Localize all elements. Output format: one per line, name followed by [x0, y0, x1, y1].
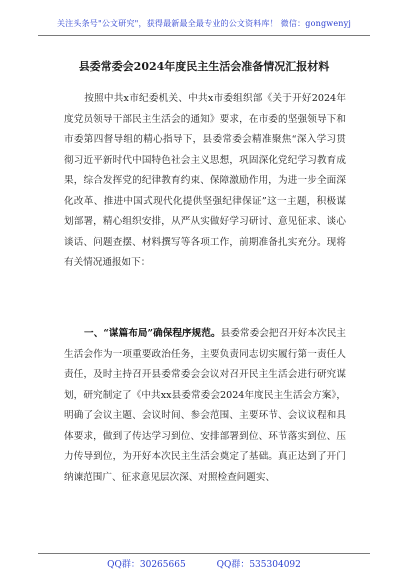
document-title: 县委常委会2024年度民主生活会准备情况汇报材料	[78, 60, 330, 73]
intro-paragraph-text: 按照中共x市纪委机关、中共x市委组织部《关于开好2024年度党员领导干部民主生活会的通知》要求，在市委的坚强领导下和市委第四督导组的精心指导下，县委常委会精准聚焦“深入学习贯彻习近平新时代中国特色社会主义思想，巩固深化党纪学习教育成果，综合发挥党的纪律教育约束、保障激励作用，为进一步全面深化改革、推进中国式现代化提供坚强纪律保证”这一主题，积极谋划部署，精心组织安排，从严从实做好学习研讨、意见征求、谈心谈话、问题查摆、材料撰写等各项工作，前期准备扎实充分。现将有关情况通报如下：	[64, 93, 346, 268]
header-divider	[38, 35, 370, 36]
footer-qq-group-2: QQ群：535304092	[216, 560, 301, 570]
section-1-paragraph	[64, 324, 346, 488]
intro-paragraph	[64, 89, 346, 274]
section-1-body: 县委常委会把召开好本次民主生活会作为一项重要政治任务，主要负责同志切实履行第一责任人责任，及时主持召开县委常委会会议对召开民主生活会进行研究谋划，研究制定了《中共xx县委常委会2024年度民主生活会方案》，明确了会议主题、会议时间、参会范围、主要环节、会议议程和具体要求，做到了传达学习到位、安排部署到位、环节落实到位、压力传导到位，为开好本次民主生活会奠定了基础。真正达到了开门纳谏范围广、征求意见层次深、对照检查问题实、	[64, 328, 346, 483]
footer	[0, 559, 408, 571]
footer-qq-group-1: QQ群：30265665	[107, 560, 186, 570]
footer-divider	[38, 553, 370, 554]
header-banner: 关注头条号"公文研究"，获得最新最全最专业的公文资料库！ 微信：gongwenyj	[56, 19, 352, 28]
section-1-heading: 一、“谋篇布局”确保程序规范。	[84, 328, 221, 339]
